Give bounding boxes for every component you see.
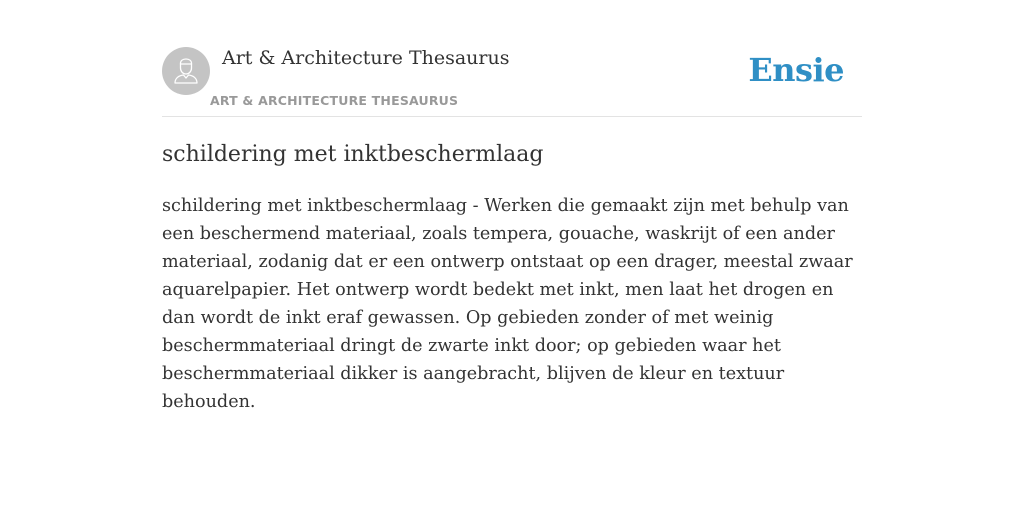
user-avatar-icon (171, 56, 201, 86)
page (162, 0, 862, 412)
entry-definition: schildering met inktbeschermlaag - Werken die gemaakt zijn met behulp van een beschermend materiaal, zoals tempera, gouache, waskrijt of een ander materiaal, zodanig dat er een ontwerp ontstaat op een drager, meestal zwaar aquarelpapier. Het ontwerp wordt bedekt met inkt, men laat het drogen en dan wordt de inkt eraf gewassen. Op gebieden zonder of met weinig beschermmateriaal dringt de zwarte inkt door; op gebieden waar het beschermmateriaal dikker is aangebracht, blijven de kleur en textuur behouden. (162, 196, 853, 412)
author-name[interactable]: Art & Architecture Thesaurus (222, 47, 510, 69)
ensie-logo[interactable]: Ensie (748, 51, 844, 89)
author-subtitle: ART & ARCHITECTURE THESAURUS (210, 93, 459, 108)
entry-title: schildering met inktbeschermlaag (162, 142, 544, 167)
avatar[interactable] (162, 47, 210, 95)
header (162, 0, 862, 117)
